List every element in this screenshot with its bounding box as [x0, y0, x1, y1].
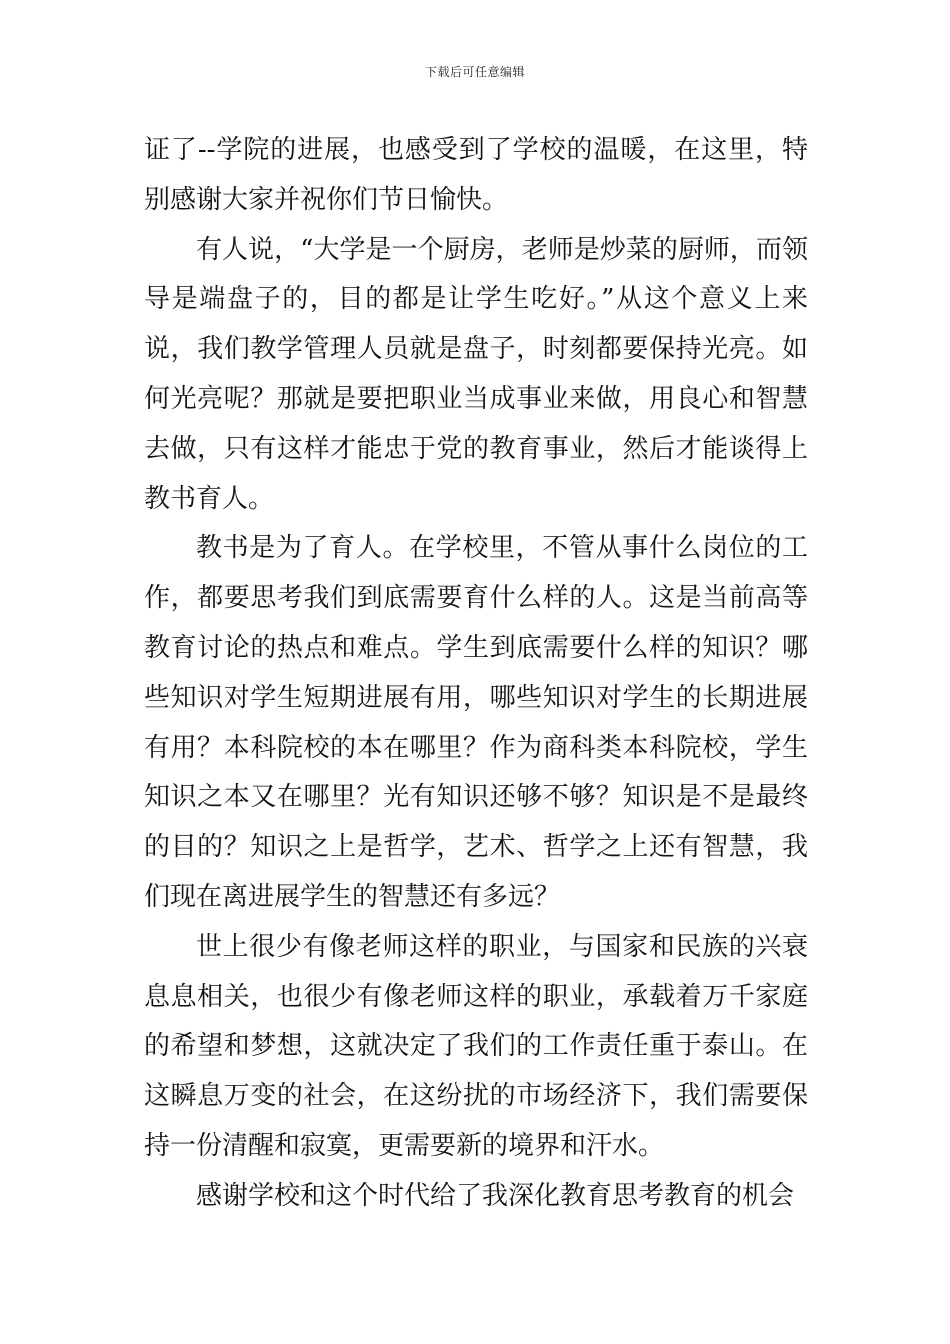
paragraph-5: 感谢学校和这个时代给了我深化教育思考教育的机会 — [196, 1180, 795, 1211]
page-header: 下载后可任意编辑 — [424, 65, 525, 79]
document-body — [144, 126, 808, 1222]
paragraph-2: 有人说，“大学是一个厨房，老师是炒菜的厨师，而领导是端盘子的，目的都是让学生吃好。”从这个意义上来说，我们教学管理人员就是盘子，时刻都要保持光亮。如何光亮呢？那就是要把职业当成事业来做，用良心和智慧去做，只有这样才能忠于党的教育事业，然后才能谈得上教书育人。 — [144, 234, 808, 514]
paragraph-4: 世上很少有像老师这样的职业，与国家和民族的兴衰息息相关，也很少有像老师这样的职业，承载着万千家庭的希望和梦想，这就决定了我们的工作责任重于泰山。在这瞬息万变的社会，在这纷扰的市场经济下，我们需要保持一份清醒和寂寞，更需要新的境界和汗水。 — [144, 931, 808, 1161]
paragraph-1: 证了--学院的进展，也感受到了学校的温暖，在这里，特别感谢大家并祝你们节日愉快。 — [144, 135, 808, 215]
paragraph-3: 教书是为了育人。在学校里，不管从事什么岗位的工作，都要思考我们到底需要育什么样的人。这是当前高等教育讨论的热点和难点。学生到底需要什么样的知识？哪些知识对学生短期进展有用，哪些知识对学生的长期进展有用？本科院校的本在哪里？作为商科类本科院校，学生知识之本又在哪里？光有知识还够不够？知识是不是最终的目的？知识之上是哲学，艺术、哲学之上还有智慧，我们现在离进展学生的智慧还有多远？ — [144, 533, 808, 912]
